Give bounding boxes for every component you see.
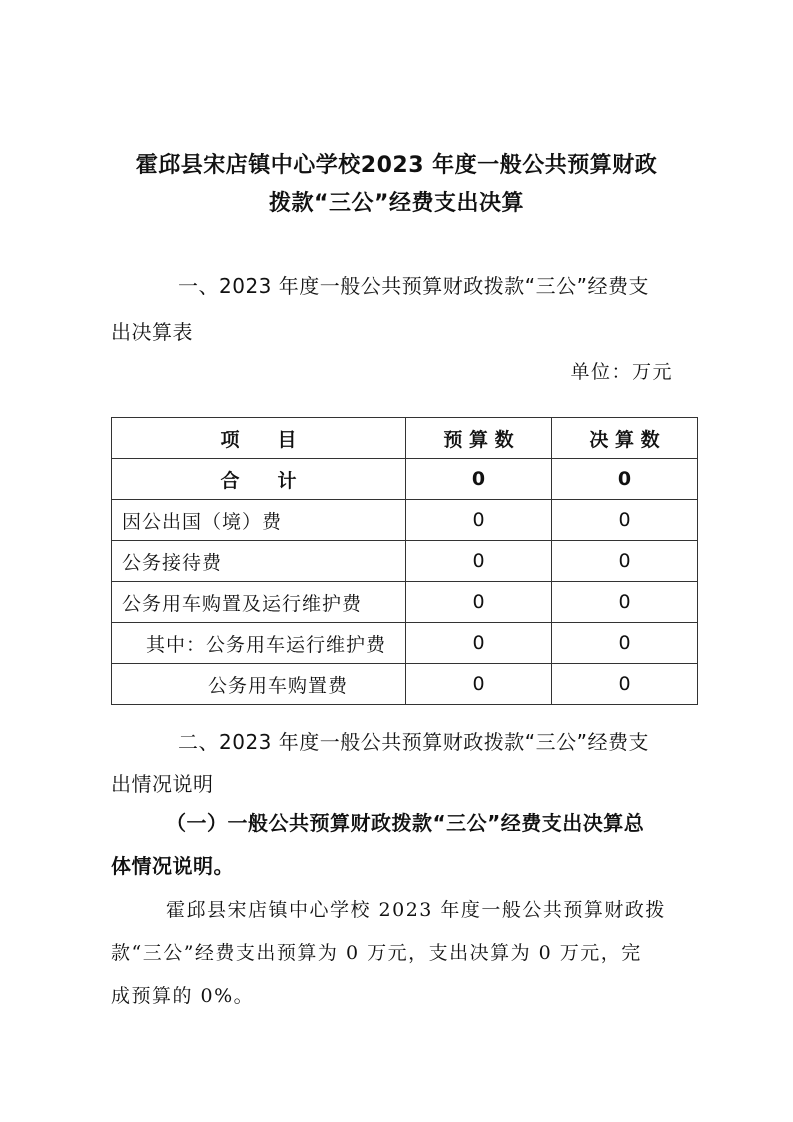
row-budget: 0 [406, 500, 552, 541]
paragraph-line3: 成预算的 0%。 [111, 985, 255, 1007]
row-final: 0 [552, 664, 698, 705]
table-row [112, 582, 698, 623]
row-item: 公务接待费 [112, 541, 406, 582]
section2-heading-line1: 二、2023 年度一般公共预算财政拨款“三公”经费支 [178, 730, 649, 754]
document-title-line2: 拨款“三公”经费支出决算 [269, 191, 524, 216]
subsection1-heading-line1: （一）一般公共预算财政拨款“三公”经费支出决算总 [166, 811, 645, 835]
section1-heading-line2: 出决算表 [111, 320, 193, 344]
row-final: 0 [552, 500, 698, 541]
row-budget: 0 [406, 582, 552, 623]
section2-heading-line2: 出情况说明 [111, 772, 214, 796]
subsection1-heading-line2: 体情况说明。 [111, 854, 234, 878]
section1-heading-line1: 一、2023 年度一般公共预算财政拨款“三公”经费支 [178, 274, 649, 298]
row-budget: 0 [406, 541, 552, 582]
row-budget: 0 [406, 459, 552, 500]
table-row [112, 541, 698, 582]
row-final: 0 [552, 623, 698, 664]
row-final: 0 [552, 582, 698, 623]
unit-label: 单位：万元 [570, 361, 673, 383]
header-budget: 预 算 数 [406, 418, 552, 459]
table-header-row [112, 418, 698, 459]
document-title-line1: 霍邱县宋店镇中心学校2023 年度一般公共预算财政 [135, 153, 658, 178]
row-item: 合 计 [112, 459, 406, 500]
header-final: 决 算 数 [552, 418, 698, 459]
table-row [112, 623, 698, 664]
row-item: 公务用车购置及运行维护费 [112, 582, 406, 623]
row-item: 其中：公务用车运行维护费 [112, 623, 406, 664]
row-final: 0 [552, 459, 698, 500]
table-row [112, 500, 698, 541]
header-item: 项 目 [112, 418, 406, 459]
paragraph-line1: 霍邱县宋店镇中心学校 2023 年度一般公共预算财政拨 [166, 899, 666, 921]
row-final: 0 [552, 541, 698, 582]
paragraph-line2: 款“三公”经费支出预算为 0 万元，支出决算为 0 万元，完 [111, 942, 642, 964]
row-budget: 0 [406, 664, 552, 705]
row-item: 公务用车购置费 [112, 664, 406, 705]
row-budget: 0 [406, 623, 552, 664]
budget-table [111, 417, 698, 705]
row-item: 因公出国（境）费 [112, 500, 406, 541]
table-row-total [112, 459, 698, 500]
table-row [112, 664, 698, 705]
